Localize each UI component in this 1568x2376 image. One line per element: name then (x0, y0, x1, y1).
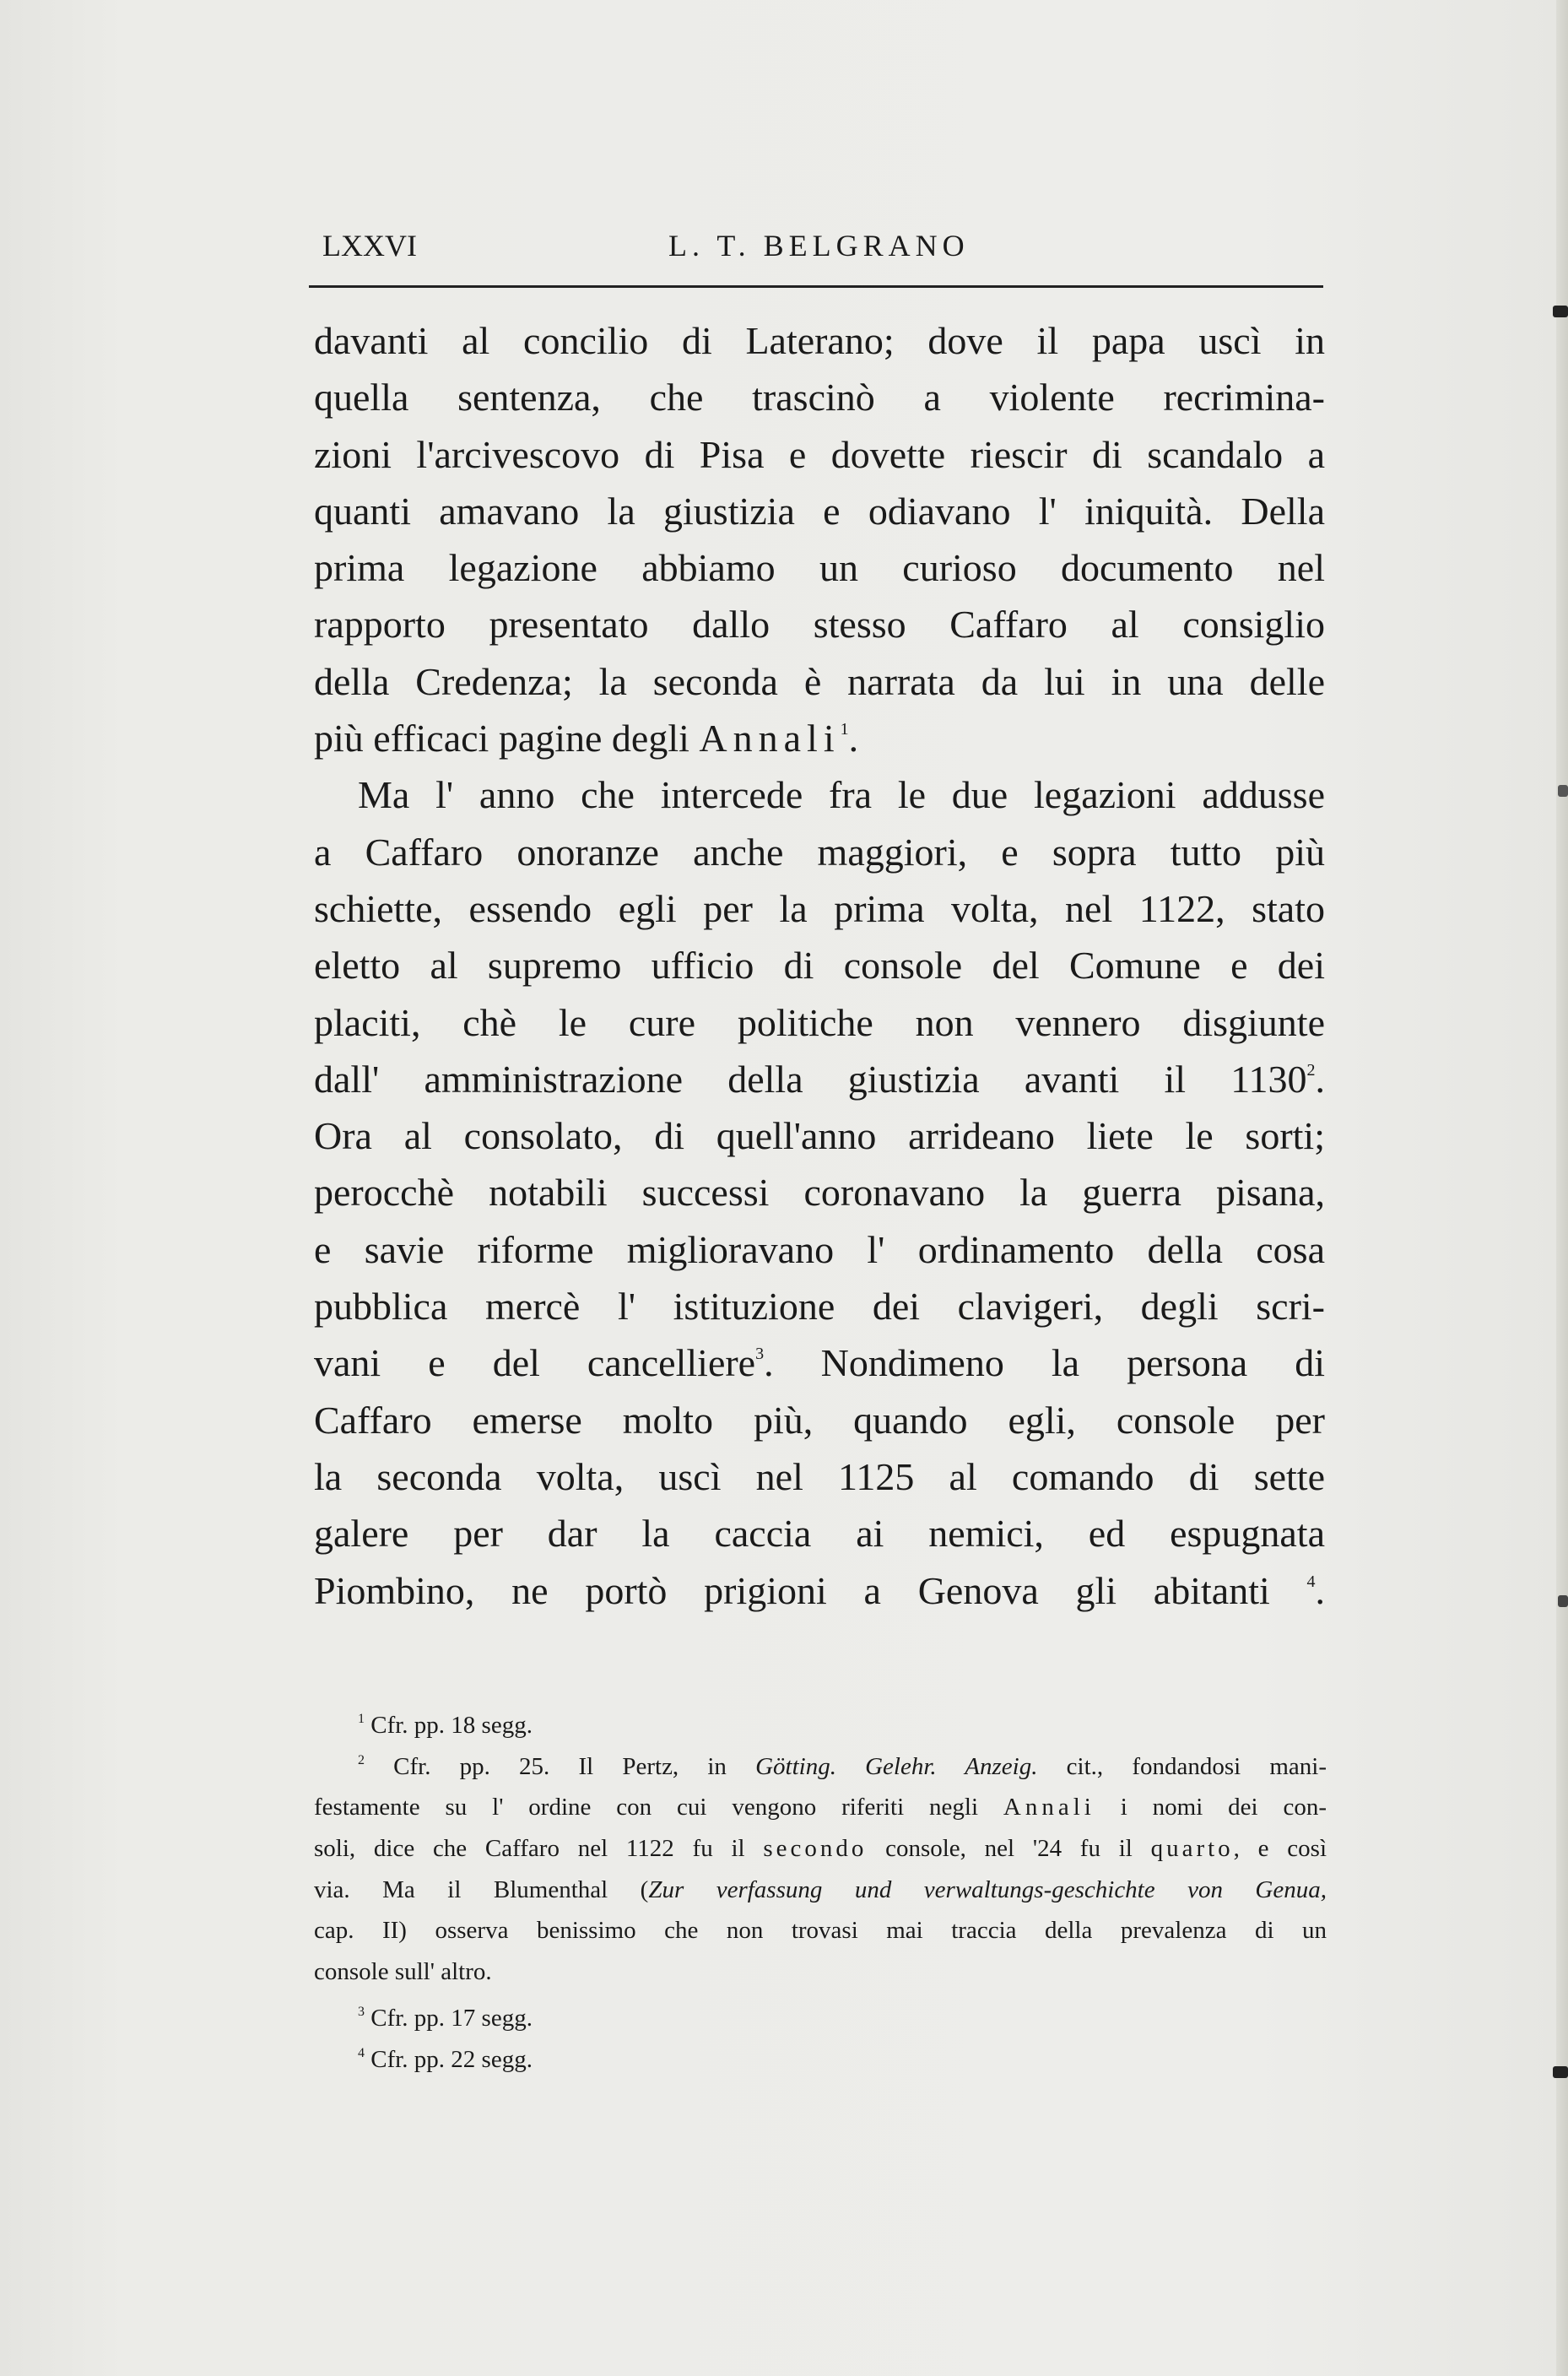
text-span: festamente su l' ordine con cui vengono riferiti negli (314, 1794, 1003, 1821)
text-line: quanti amavano la giustizia e odiavano l' iniquità. Della (314, 489, 1325, 533)
footnote-3 (314, 1998, 1327, 2039)
footnote-mark: 3 (358, 2004, 365, 2019)
footnote-mark: 4 (358, 2045, 365, 2060)
text-line: prima legazione abbiamo un curioso documento nel (314, 546, 1325, 590)
binding-mark (1553, 2066, 1568, 2078)
footnote-1 (314, 1705, 1327, 1746)
text-line: rapporto presentato dallo stesso Caffaro al consiglio (314, 603, 1325, 647)
text-span: dall' amministrazione della giustizia avanti il 1130 (314, 1057, 1307, 1101)
footnote-ref: 3 (755, 1345, 765, 1364)
text-line: a Caffaro onoranze anche maggiori, e sopra tutto più (314, 830, 1325, 874)
footnotes (314, 1705, 1327, 2080)
spaced-word: Annali (699, 717, 841, 760)
text-span: cit., fondandosi mani- (1037, 1752, 1327, 1780)
footnote-text: Cfr. pp. 22 segg. (370, 2045, 533, 2073)
text-line: schiette, essendo egli per la prima volta, nel 1122, stato (314, 886, 1325, 930)
footnote-ref: 1 (840, 720, 849, 739)
text-line (314, 710, 1325, 766)
binding-mark (1553, 306, 1568, 317)
binding-mark (1558, 785, 1568, 797)
text-line (314, 1562, 1325, 1619)
footnote-4 (314, 2039, 1327, 2081)
italic-title: Götting. Gelehr. Anzeig. (755, 1752, 1038, 1780)
text-line: galere per dar la caccia ai nemici, ed espugnata (314, 1512, 1325, 1556)
binding-mark (1558, 1595, 1568, 1607)
page-header (314, 228, 1327, 265)
text-span: . (1315, 1568, 1326, 1612)
spaced-word: quarto (1150, 1835, 1234, 1863)
text-span: console, nel '24 fu il (867, 1835, 1151, 1863)
body-text (314, 312, 1325, 1619)
text-span: , e così (1233, 1835, 1327, 1863)
page-edge (1556, 0, 1568, 2376)
footnote-line: cap. II) osserva benissimo che non trovasi mai traccia della prevalenza di un (314, 1917, 1327, 1945)
footnote-line (314, 1828, 1327, 1870)
footnote-ref: 2 (1306, 1060, 1316, 1080)
text-line: della Credenza; la seconda è narrata da lui in una delle (314, 659, 1325, 703)
footnote-text: Cfr. pp. 18 segg. (370, 1712, 533, 1739)
footnote-ref: 4 (1306, 1572, 1316, 1591)
footnote-line: console sull' altro. (314, 1958, 492, 1986)
text-span: . (848, 717, 859, 760)
text-span: i nomi dei con- (1095, 1794, 1327, 1821)
text-span: soli, dice che Caffaro nel 1122 fu il (314, 1835, 764, 1863)
text-line: e savie riforme miglioravano l' ordinamento della cosa (314, 1227, 1325, 1271)
running-head: L. T. BELGRANO (668, 229, 970, 262)
footnote-line (314, 1870, 1327, 1911)
text-line: Ora al consolato, di quell'anno arrideano liete le sorti; (314, 1114, 1325, 1158)
text-span: . Nondimeno la persona di (764, 1341, 1325, 1385)
footnote-text: Cfr. pp. 17 segg. (370, 2004, 533, 2032)
text-line: eletto al supremo ufficio di console del Comune e dei (314, 944, 1325, 988)
header-rule (309, 285, 1323, 288)
text-line: pubblica mercè l' istituzione dei clavigeri, degli scri- (314, 1285, 1325, 1329)
text-line (314, 1334, 1325, 1391)
footnote-mark: 1 (358, 1712, 365, 1726)
text-span: Cfr. pp. 25. Il Pertz, in (393, 1752, 756, 1780)
page-number: LXXVI (322, 229, 417, 262)
text-line: placiti, chè le cure politiche non vennero disgiunte (314, 1000, 1325, 1044)
text-span: vani e del cancelliere (314, 1341, 756, 1385)
footnote-2 (314, 1746, 1327, 1788)
text-line (314, 1051, 1325, 1107)
text-span: via. Ma il Blumenthal ( (314, 1875, 649, 1903)
text-line: la seconda volta, uscì nel 1125 al comando di sette (314, 1454, 1325, 1498)
text-span: . (1315, 1057, 1325, 1101)
text-line: quella sentenza, che trascinò a violente recrimina- (314, 376, 1325, 419)
text-span: Piombino, ne portò prigioni a Genova gli abitanti (314, 1568, 1270, 1612)
footnote-mark: 2 (358, 1752, 365, 1767)
text-line: Ma l' anno che intercede fra le due legazioni addusse (358, 773, 1325, 817)
italic-title: Zur verfassung und verwaltungs-geschichte von Genua, (648, 1875, 1327, 1903)
footnote-line (314, 1787, 1327, 1828)
text-line: davanti al concilio di Laterano; dove il papa uscì in (314, 319, 1325, 362)
spaced-word: Annali (1003, 1794, 1095, 1821)
spaced-word: secondo (763, 1835, 868, 1863)
text-line: perocchè notabili successi coronavano la guerra pisana, (314, 1171, 1325, 1215)
text-span: più efficaci pagine degli (314, 717, 689, 760)
text-line: zioni l'arcivescovo di Pisa e dovette riescir di scandalo a (314, 432, 1325, 476)
text-line: Caffaro emerse molto più, quando egli, console per (314, 1398, 1325, 1442)
